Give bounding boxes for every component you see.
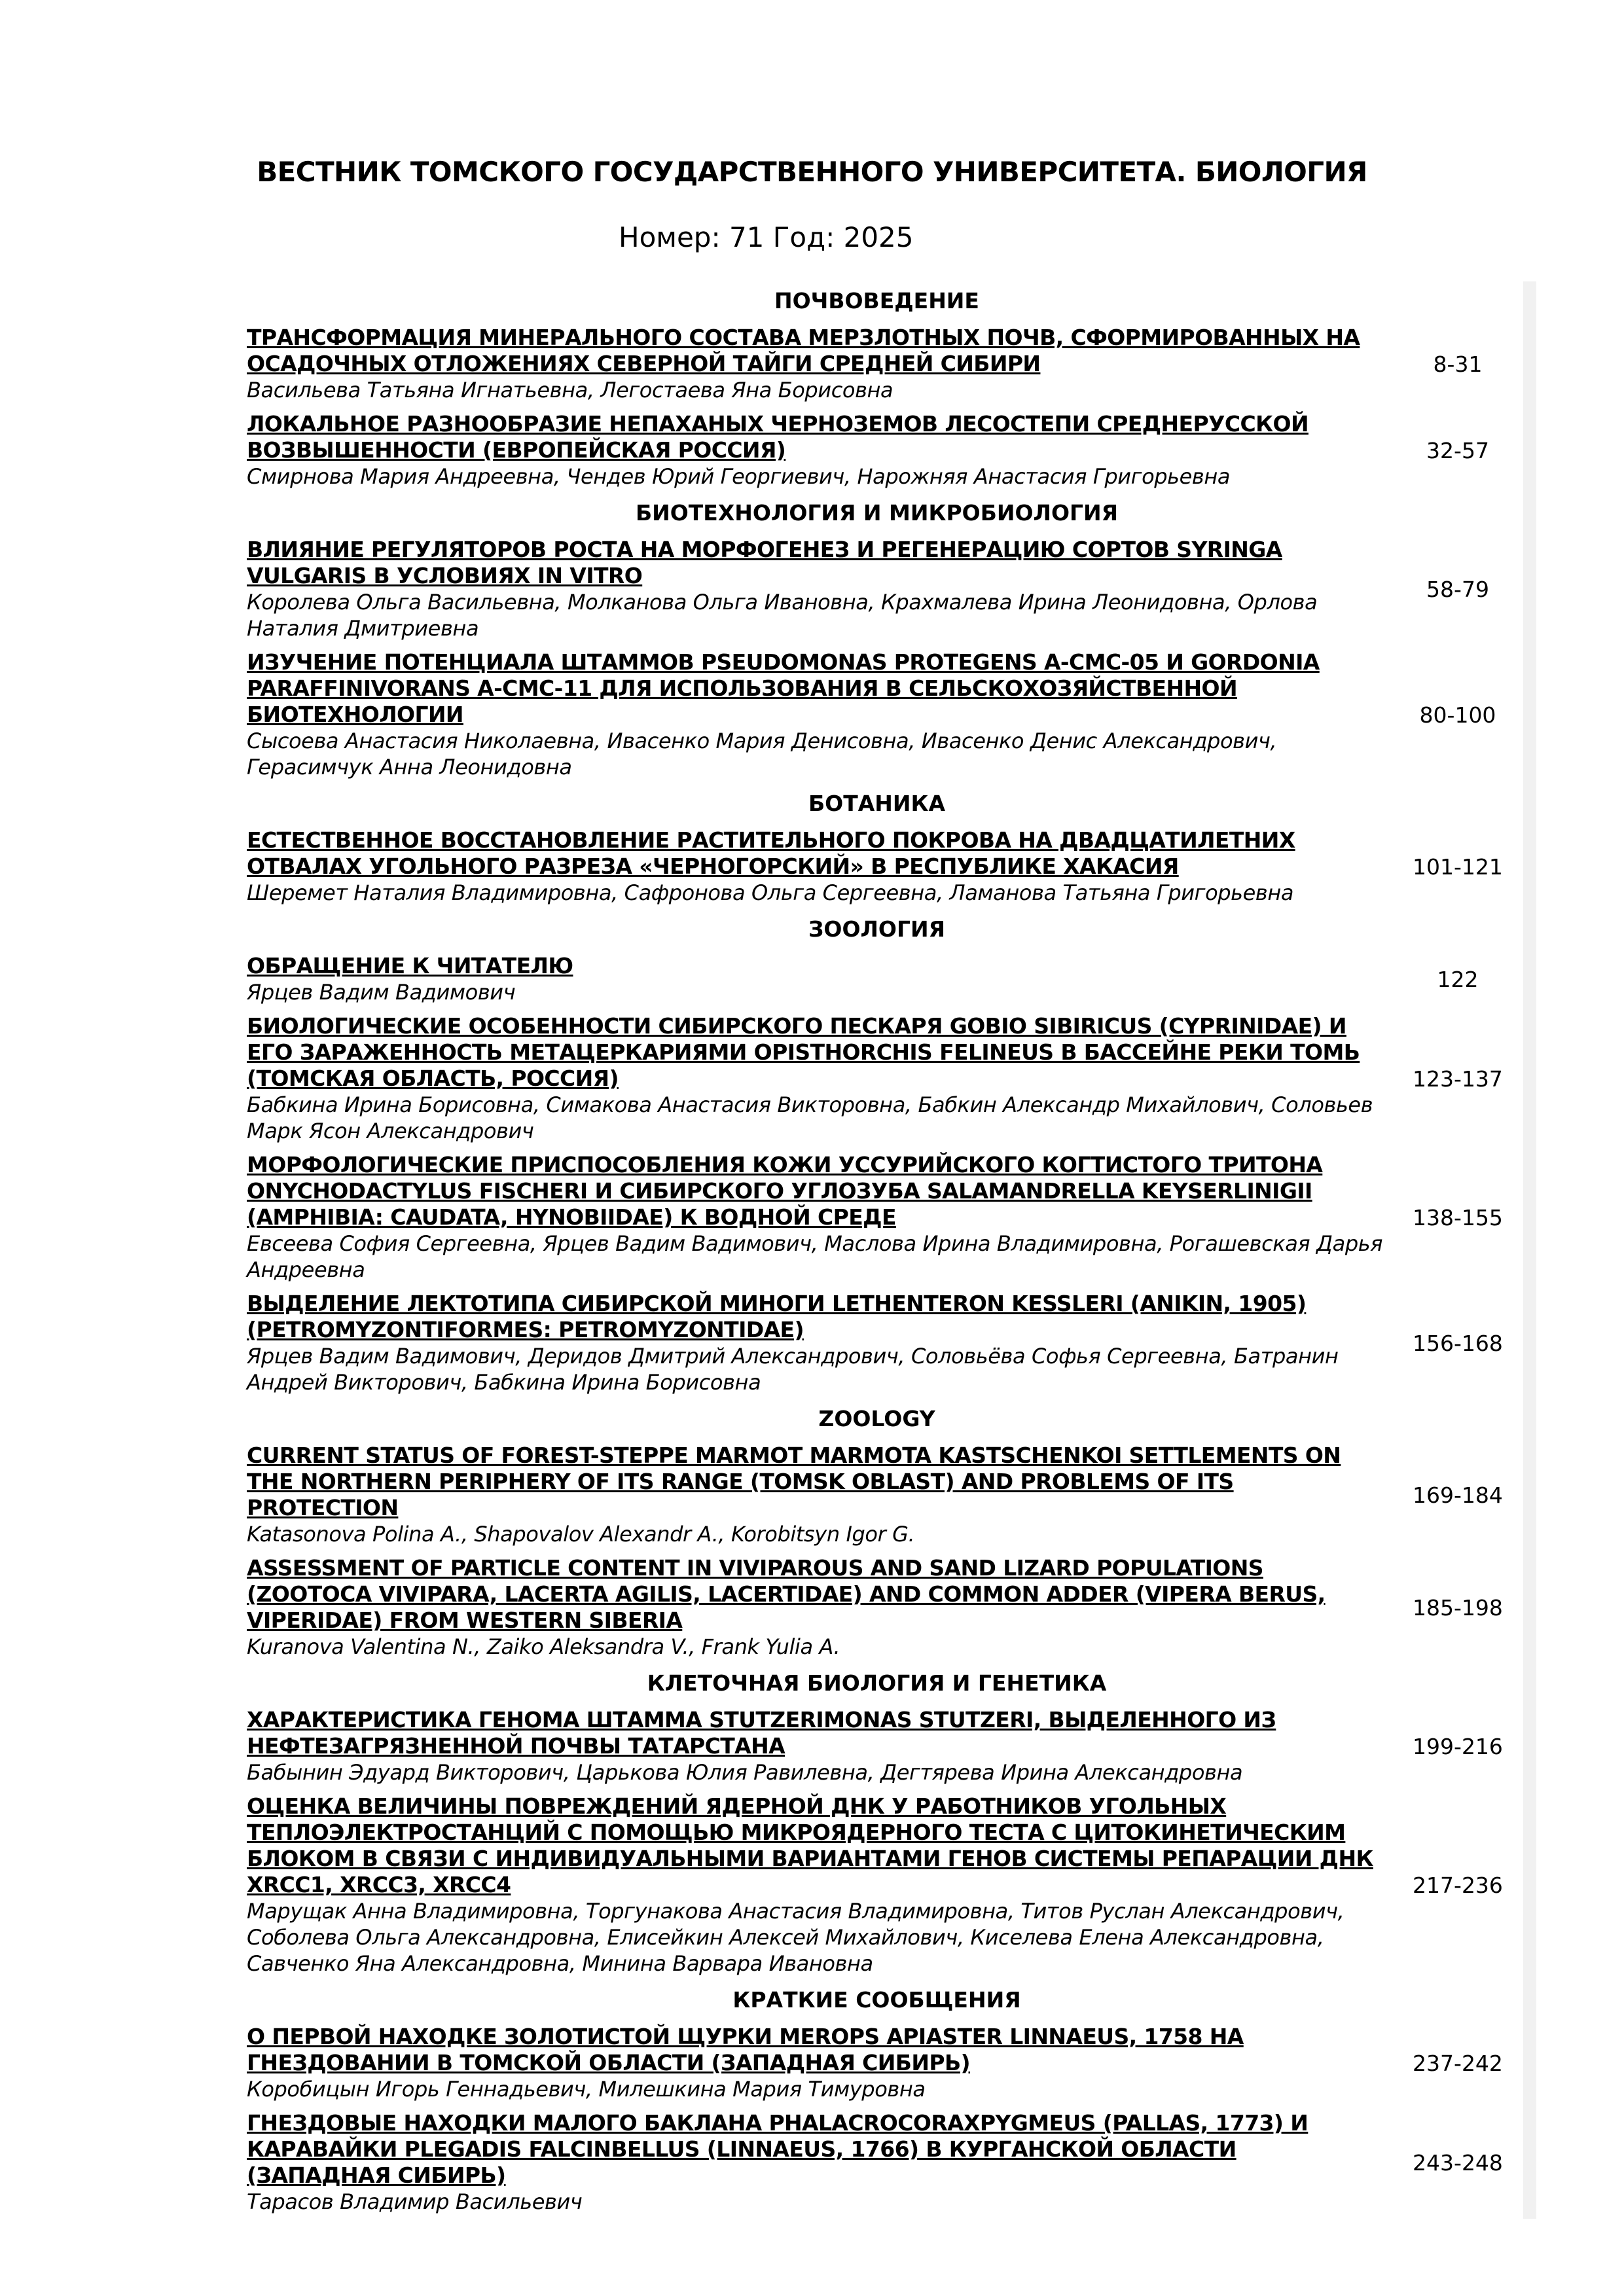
page-range: 122 <box>1437 966 1479 992</box>
toc-entry <box>230 2106 1523 2219</box>
entry-body <box>230 1551 1392 1664</box>
section-heading: КРАТКИЕ СООБЩЕНИЯ <box>230 1981 1523 2020</box>
article-title-link[interactable]: ОЦЕНКА ВЕЛИЧИНЫ ПОВРЕЖДЕНИЙ ЯДЕРНОЙ ДНК У РАБОТНИКОВ УГОЛЬНЫХ ТЕПЛОЭЛЕКТРОСТАНЦИЙ С ПОМОЩЬЮ МИКРОЯДЕРНОГО ТЕСТА С ЦИТОКИНЕТИЧЕСКИМ БЛОКОМ В СВЯЗИ С ИНДИВИДУАЛЬНЫМИ ВАРИАНТАМИ ГЕНОВ СИСТЕМЫ РЕПАРАЦИИ ДНК XRCC1, XRCC3, XRCC4 <box>247 1793 1373 1897</box>
section-heading: ZOOLOGY <box>230 1399 1523 1439</box>
page-range: 199-216 <box>1413 1733 1503 1759</box>
entry-body <box>230 1439 1392 1551</box>
entry-body <box>230 2020 1392 2106</box>
toc-entry <box>230 645 1523 784</box>
article-authors: Марущак Анна Владимировна, Торгунакова Анастасия Владимировна, Титов Руслан Александрович, Соболева Ольга Александровна, Елисейкин Алексей Михайлович, Киселева Елена Александровна, Савченко Яна Александровна, Минина Варвара Ивановна <box>247 1899 1344 1976</box>
article-authors: Ярцев Вадим Вадимович <box>247 980 516 1005</box>
page-range: 58-79 <box>1426 576 1489 602</box>
article-authors: Katasonova Polina A., Shapovalov Alexandr A., Korobitsyn Igor G. <box>247 1522 915 1547</box>
page-range: 237-242 <box>1413 2050 1503 2076</box>
section-heading: БИОТЕХНОЛОГИЯ И МИКРОБИОЛОГИЯ <box>230 493 1523 533</box>
article-title-link[interactable]: ASSESSMENT OF PARTICLE CONTENT IN VIVIPAROUS AND SAND LIZARD POPULATIONS (ZOOTOCA VIVIPARA, LACERTA AGILIS, LACERTIDAE) AND COMMON ADDER (VIPERA BERUS, VIPERIDAE) FROM WESTERN SIBERIA <box>247 1555 1326 1633</box>
toc-entry <box>230 1148 1523 1287</box>
toc-entry <box>230 321 1523 407</box>
entry-body <box>230 1789 1392 1981</box>
article-title-link[interactable]: ВЛИЯНИЕ РЕГУЛЯТОРОВ РОСТА НА МОРФОГЕНЕЗ И РЕГЕНЕРАЦИЮ СОРТОВ SYRINGA VULGARIS В УСЛОВИЯХ IN VITRO <box>247 537 1282 588</box>
article-authors: Васильева Татьяна Игнатьевна, Легостаева Яна Борисовна <box>247 378 893 403</box>
article-authors: Тарасов Владимир Васильевич <box>247 2189 583 2214</box>
page-range: 101-121 <box>1413 853 1503 880</box>
article-authors: Бабынин Эдуард Викторович, Царькова Юлия Равилевна, Дегтярева Ирина Александровна <box>247 1760 1243 1785</box>
page-range: 138-155 <box>1413 1204 1503 1230</box>
toc-entry <box>230 1551 1523 1664</box>
page-range: 32-57 <box>1426 437 1489 463</box>
article-authors: Смирнова Мария Андреевна, Чендев Юрий Георгиевич, Нарожняя Анастасия Григорьевна <box>247 464 1231 489</box>
article-authors: Kuranova Valentina N., Zaiko Aleksandra V., Frank Yulia A. <box>247 1634 840 1659</box>
article-title-link[interactable]: О ПЕРВОЙ НАХОДКЕ ЗОЛОТИСТОЙ ЩУРКИ MEROPS APIASTER LINNAEUS, 1758 НА ГНЕЗДОВАНИИ В ТОМСКОЙ ОБЛАСТИ (ЗАПАДНАЯ СИБИРЬ) <box>247 2024 1244 2075</box>
toc-entry <box>230 2020 1523 2106</box>
article-authors: Сысоева Анастасия Николаевна, Ивасенко Мария Денисовна, Ивасенко Денис Александрович, Герасимчук Анна Леонидовна <box>247 728 1277 780</box>
entry-body <box>230 2106 1392 2219</box>
page-range: 80-100 <box>1419 702 1496 728</box>
article-title-link[interactable]: БИОЛОГИЧЕСКИЕ ОСОБЕННОСТИ СИБИРСКОГО ПЕСКАРЯ GOBIO SIBIRICUS (CYPRINIDAE) И ЕГО ЗАРАЖЕННОСТЬ МЕТАЦЕРКАРИЯМИ OPISTHORCHIS FELINEUS В БАССЕЙНЕ РЕКИ ТОМЬ (ТОМСКАЯ ОБЛАСТЬ, РОССИЯ) <box>247 1013 1360 1091</box>
journal-title: ВЕСТНИК ТОМСКОГО ГОСУДАРСТВЕННОГО УНИВЕРСИТЕТА. БИОЛОГИЯ <box>257 156 1367 188</box>
article-title-link[interactable]: ЛОКАЛЬНОЕ РАЗНООБРАЗИЕ НЕПАХАНЫХ ЧЕРНОЗЕМОВ ЛЕСОСТЕПИ СРЕДНЕРУССКОЙ ВОЗВЫШЕННОСТИ (ЕВРОПЕЙСКАЯ РОССИЯ) <box>247 411 1308 463</box>
issue-line: Номер: 71 Год: 2025 <box>619 221 914 253</box>
article-authors: Королева Ольга Васильевна, Молканова Ольга Ивановна, Крахмалева Ирина Леонидовна, Орлова Наталия Дмитриевна <box>247 590 1318 641</box>
entry-body <box>230 645 1392 784</box>
article-title-link[interactable]: ХАРАКТЕРИСТИКА ГЕНОМА ШТАММА STUTZERIMONAS STUTZERI, ВЫДЕЛЕННОГО ИЗ НЕФТЕЗАГРЯЗНЕННОЙ ПОЧВЫ ТАТАРСТАНА <box>247 1707 1276 1759</box>
entry-body <box>230 407 1392 493</box>
article-title-link[interactable]: ВЫДЕЛЕНИЕ ЛЕКТОТИПА СИБИРСКОЙ МИНОГИ LETHENTERON KESSLERI (ANIKIN, 1905) (PETROMYZONTIFORMES: PETROMYZONTIDAE) <box>247 1291 1307 1342</box>
toc-entry <box>230 823 1523 910</box>
entry-body <box>230 1148 1392 1287</box>
article-title-link[interactable]: МОРФОЛОГИЧЕСКИЕ ПРИСПОСОБЛЕНИЯ КОЖИ УССУРИЙСКОГО КОГТИСТОГО ТРИТОНА ONYCHODACTYLUS FISCHERI И СИБИРСКОГО УГЛОЗУБА SALAMANDRELLA KEYSERLINIGII (AMPHIBIA: CAUDATA, HYNOBIIDAE) К ВОДНОЙ СРЕДЕ <box>247 1152 1323 1230</box>
article-authors: Евсеева София Сергеевна, Ярцев Вадим Вадимович, Маслова Ирина Владимировна, Рогашевская Дарья Андреевна <box>247 1231 1383 1282</box>
article-title-link[interactable]: ОБРАЩЕНИЕ К ЧИТАТЕЛЮ <box>247 953 573 978</box>
entry-body <box>230 1009 1392 1148</box>
toc-entry <box>230 407 1523 493</box>
section-heading: ПОЧВОВЕДЕНИЕ <box>230 281 1523 321</box>
page-range: 169-184 <box>1413 1482 1503 1508</box>
toc-entry <box>230 1789 1523 1981</box>
toc-entry <box>230 1009 1523 1148</box>
toc-entry <box>230 533 1523 645</box>
toc-entry <box>230 1287 1523 1399</box>
page-range: 8-31 <box>1433 351 1483 377</box>
section-heading: ЗООЛОГИЯ <box>230 910 1523 949</box>
page-range: 243-248 <box>1413 2149 1503 2176</box>
page-range: 123-137 <box>1413 1066 1503 1092</box>
page-range: 185-198 <box>1413 1594 1503 1621</box>
section-heading: БОТАНИКА <box>230 784 1523 823</box>
page-range: 217-236 <box>1413 1872 1503 1898</box>
entry-body <box>230 1703 1392 1789</box>
article-title-link[interactable]: ЕСТЕСТВЕННОЕ ВОССТАНОВЛЕНИЕ РАСТИТЕЛЬНОГО ПОКРОВА НА ДВАДЦАТИЛЕТНИХ ОТВАЛАХ УГОЛЬНОГО РАЗРЕЗА «ЧЕРНОГОРСКИЙ» В РЕСПУБЛИКЕ ХАКАСИЯ <box>247 827 1295 879</box>
article-authors: Коробицын Игорь Геннадьевич, Милешкина Мария Тимуровна <box>247 2077 926 2102</box>
entry-body <box>230 533 1392 645</box>
page-range: 156-168 <box>1413 1330 1503 1356</box>
table-of-contents <box>230 281 1536 2219</box>
section-heading: КЛЕТОЧНАЯ БИОЛОГИЯ И ГЕНЕТИКА <box>230 1664 1523 1703</box>
entry-body <box>230 321 1392 407</box>
entry-body <box>230 949 1392 1009</box>
entry-body <box>230 1287 1392 1399</box>
article-title-link[interactable]: CURRENT STATUS OF FOREST-STEPPE MARMOT MARMOTA KASTSCHENKOI SETTLEMENTS ON THE NORTHERN PERIPHERY OF ITS RANGE (TOMSK OBLAST) AND PROBLEMS OF ITS PROTECTION <box>247 1443 1341 1520</box>
article-authors: Бабкина Ирина Борисовна, Симакова Анастасия Викторовна, Бабкин Александр Михайлович, Соловьев Марк Ясон Александрович <box>247 1092 1373 1143</box>
article-title-link[interactable]: ТРАНСФОРМАЦИЯ МИНЕРАЛЬНОГО СОСТАВА МЕРЗЛОТНЫХ ПОЧВ, СФОРМИРОВАННЫХ НА ОСАДОЧНЫХ ОТЛОЖЕНИЯХ СЕВЕРНОЙ ТАЙГИ СРЕДНЕЙ СИБИРИ <box>247 325 1360 376</box>
article-title-link[interactable]: ИЗУЧЕНИЕ ПОТЕНЦИАЛА ШТАММОВ PSEUDOMONAS PROTEGENS А-СМС-05 И GORDONIA PARAFFINIVORANS А-СМС-11 ДЛЯ ИСПОЛЬЗОВАНИЯ В СЕЛЬСКОХОЗЯЙСТВЕННОЙ БИОТЕХНОЛОГИИ <box>247 649 1320 727</box>
entry-body <box>230 823 1392 910</box>
article-title-link[interactable]: ГНЕЗДОВЫЕ НАХОДКИ МАЛОГО БАКЛАНА PHALACROCORAXPYGMEUS (PALLAS, 1773) И КАРАВАЙКИ PLEGADIS FALCINBELLUS (LINNAEUS, 1766) В КУРГАНСКОЙ ОБЛАСТИ (ЗАПАДНАЯ СИБИРЬ) <box>247 2110 1308 2188</box>
toc-entry <box>230 1439 1523 1551</box>
article-authors: Шеремет Наталия Владимировна, Сафронова Ольга Сергеевна, Ламанова Татьяна Григорьевна <box>247 880 1294 905</box>
toc-entry <box>230 949 1523 1009</box>
toc-entry <box>230 1703 1523 1789</box>
article-authors: Ярцев Вадим Вадимович, Деридов Дмитрий Александрович, Соловьёва Софья Сергеевна, Батранин Андрей Викторович, Бабкина Ирина Борисовна <box>247 1344 1339 1395</box>
